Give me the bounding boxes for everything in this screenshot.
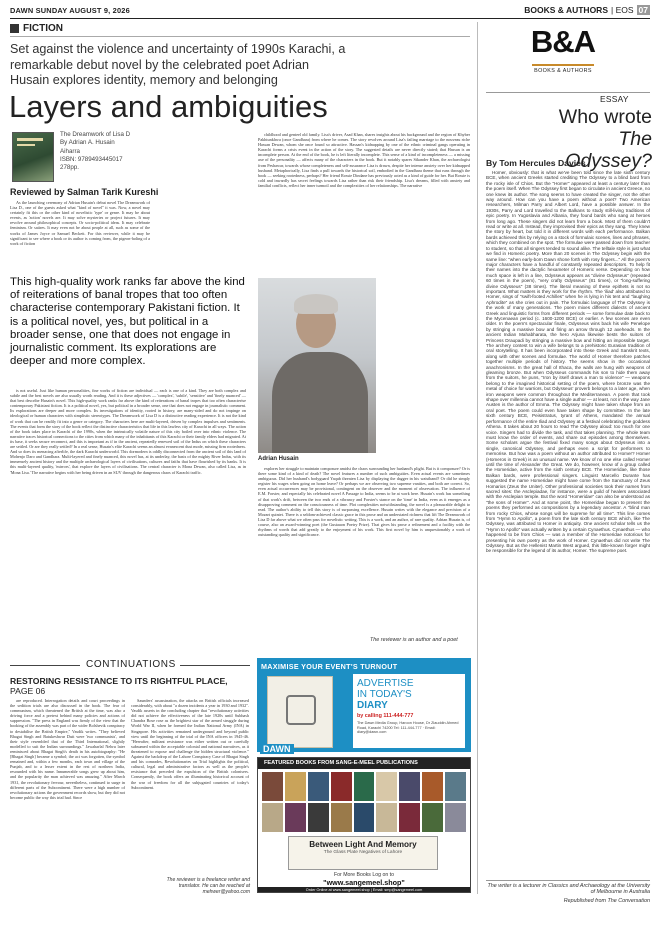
- sang-e-meel-ad: [257, 757, 471, 893]
- book-publisher: Aiharra: [60, 147, 80, 155]
- ad-book-thumb[interactable]: [399, 803, 420, 832]
- ad-book-thumb[interactable]: [354, 803, 375, 832]
- continuations-page-ref: PAGE 06: [10, 686, 46, 696]
- continuations-reviewer-note: The reviewer is a freelance writer and translator. He can be reached at mehwer@yahoo.com: [166, 877, 250, 895]
- fiction-rule: [10, 36, 470, 37]
- ad-contact: The Dawn Media Group, Haroon House, Dr Ziauddin Ahmed Road, Karachi 74200 Tel: 111-444-777 · Email: diary@dawn.com: [357, 721, 459, 735]
- page-number: 07: [638, 5, 648, 15]
- cont-col-b-text: Saunders' assassination, the attacks on British officials increased considerably, with about "a dozen incidents a year in 1930 and 1932". Vasdik asserts in the concluding chapter that "revolutionary activities did not achieve the effectiveness of the late 1920s until Subhash Chandra Bose rose as the brightest star of the armed struggle during World War II, when he formed the Indian National Army (INA) in Singapore. His activities remained underground and beyond public view until the beginning of the trial of the INA officers in 1945-46. "Hereafter, militant resistance was either written out or carefully subsumed within the acceptable colonial and national narratives, as it threatened to expose and challenge the hidden structural violence." Against the backdrop of the Lahore Conspiracy Case of Bhagat Singh and his comrades, Revolutionaries on Trial highlights the political, cultural, legal and administrative factors as well as the people's resistance that preceded the expulsion of the British colonisers. Consequently, the book offers an illuminating historical account of the war of freedom for all the subjugated countries of today's Subcontinent.: [131, 698, 249, 790]
- fiction-col-2: [258, 132, 470, 272]
- essay-label: ESSAY: [600, 94, 629, 104]
- ad-book-thumb[interactable]: [422, 772, 443, 801]
- ad-book-thumb[interactable]: [331, 772, 352, 801]
- ad-book-thumb[interactable]: [445, 772, 466, 801]
- featured-book-title: Between Light And Memory: [309, 840, 417, 849]
- fiction-headline: Layers and ambiguities: [9, 89, 328, 124]
- continuations-rule-left: [10, 665, 80, 666]
- section-marker: [10, 24, 19, 33]
- fiction-col-1: [10, 200, 150, 260]
- book-info: [60, 131, 170, 172]
- order-text: For More Books Log on to: [334, 872, 394, 878]
- masthead: [10, 4, 650, 18]
- book-title: The Dreamwork of Lisa D: [60, 131, 131, 138]
- pull-quote: This high-quality work ranks far above the kind of reiterations of banal tropes that too often characterise contemporary Pakistani fiction. It is a political novel, yes, but political in a broader sense, one that does not engage in journalistic comment. Its explorations are deeper and more complex.: [10, 276, 245, 368]
- section-title: BOOKS & AUTHORS: [524, 5, 608, 15]
- fiction-label: FICTION: [23, 23, 63, 34]
- ad-footer: Order Online at www.sangemeel.shop | Email: smp@sangemeel.com: [258, 887, 470, 893]
- essay-credit: Republished from The Conversation: [563, 898, 650, 904]
- book-cover-sub-bar: [17, 144, 35, 146]
- photo-caption: Adrian Husain: [258, 456, 299, 462]
- continuations-title: RESTORING RESISTANCE TO ITS RIGHTFUL PLACE,: [10, 676, 228, 686]
- dawn-logo-ad: DAWN: [260, 744, 294, 754]
- featured-book-sub: The Glass Plate Negatives of Lahore: [323, 850, 403, 855]
- essay-byline: By Tom Hercules Davies: [486, 158, 586, 168]
- essay-end-rule: [486, 880, 650, 881]
- ad-book-thumb[interactable]: [262, 772, 283, 801]
- column-divider: [477, 22, 478, 894]
- essay-writer-note: The writer is a lecturer in Classics and Archaeology at the University of Melbourne in Australia: [487, 883, 650, 896]
- masthead-right: [524, 5, 650, 15]
- masthead-rule: [10, 18, 650, 19]
- masthead-dateline: DAWN SUNDAY AUGUST 9, 2026: [10, 6, 130, 15]
- photo-hair: [294, 294, 338, 314]
- continuations-title-wrap: [10, 676, 250, 696]
- author-photo: [258, 278, 376, 453]
- reviewer-byline: Reviewed by Salman Tarik Kureshi: [10, 187, 159, 197]
- diary-book-mark: [286, 695, 316, 725]
- ad-call: by calling 111-444-777: [357, 713, 414, 719]
- ad-book-thumb[interactable]: [354, 772, 375, 801]
- book-grid: [262, 772, 466, 832]
- ad-banner: MAXIMISE YOUR EVENT'S TURNOUT: [261, 662, 398, 671]
- featured-book: [288, 836, 438, 870]
- fiction-standfirst: Set against the violence and uncertainty of 1990s Karachi, a remarkable debut novel by the celebrated poet Adrian Husain explores identity, memory and belonging: [10, 42, 346, 87]
- book-cover-title-bar: [17, 138, 43, 141]
- ad-book-thumb[interactable]: [376, 803, 397, 832]
- essay-headline-line-2: The Odyssey?: [565, 128, 652, 172]
- fiction-section-label: [10, 23, 63, 34]
- fiction-footer-note: The reviewer is an author and a poet: [370, 637, 458, 643]
- cont-col-a-text: are reproduced. Interrogation details and court proceedings in the sedition trials are also discussed in the book. The fear of communism, which threatened the British at the time, was also a driving force and a pretext behind many policies and actions of suppression. "The press in England was firmly of the view that the booking of the assembly was part of the wider Bolshevik conspiracy to destabilise the British Empire," Vasdik writes. "They believed Bhagat Singh and Batukeshwar Dutt were 'two communists', and their style resembled that of the Third International, slightly modelled to suit the Indian surroundings." Jawaharlal Nehru later reminisced about Bhagat Singh's death in his autobiography: "He [Bhagat Singh] became a symbol; the act was forgotten, the symbol remained and, within a few months, each town and village of the Punjab, and to a lesser extent in the rest of northern India, resounded with his name. Innumerable songs grew up about him, and the popularity the man achieved was amazing." After March 1931, the revolutionary fervour, nevertheless, continued to surge in different parts of the Subcontinent. There were a high number of revolutionary actions the government records show, but they did not become public the way this trial had. Since: [10, 698, 125, 800]
- book-isbn: ISBN: 9789493445017: [60, 155, 123, 163]
- essay-headline-line-1: Who wrote: [558, 106, 652, 128]
- eos-label: | EOS: [611, 5, 634, 15]
- ba-logo-sub: BOOKS & AUTHORS: [534, 68, 592, 74]
- ad-advertise: ADVERTISE: [357, 678, 414, 689]
- ad-panel: [353, 674, 465, 748]
- essay-text: Homer, obviously: that is what we've been told since the late sixth century BCE, when ancient Greeks started crediting The Odyssey to a blind bard from the rocky isle of Chios. But the "Homer" appeared at least a century later than the poem itself. When The Odyssey first began to circulate in ancient Greece, no one knew its author. The song seems to have created the singer, not the other way around. How can you have a poem without a poet? Two American researchers, Milman Parry and Albert Lord, have a possible answer. In the 1930s, Parry and Lord travelled to the Balkans to study still-living traditions of epic poetry. In Yugoslavia and Albania, they found bards who sang at heroes from long ago. These singers did not learn from a book. Most of them couldn't read or write at all. Instead, they improvised their epics as they sang. They knew the story by heart, but told it in different words with each performance. Balkan bards achieved this by relying on a stock of formulaic scenes, lines and phrases, which they combined on the spot. The formulae were passed down from teacher to student, so that all singers tended to sound alike. The telltale style is just what we find in Homeric poetry. More than 20 scenes in The Odyssey begin with the same line: "when early-born Dawn shone forth with rosy fingers..." All the poem's major characters have a handful of constantly repeated descriptors. To help fit their names into the dactylic hexameter of Homeric verse. Depending on how much space is left in a line, Odysseus appears as "divine Odysseus" (repeated 60 times in the poem), "very crafty Odysseus" (81 times), or "long-suffering divine Odysseus" (38 times). The literal meaning of these epithets is not so important. What matters is they work for the rhythm. The 'iliad' also attributed to Homer, sings of "swift-footed Achilles" when he is lying in his tent and "laughing Aphrodite" as she cries out in pain. The formulaic language of The Odyssey is the work of many generations. The poem mixes different dialects of ancient Greek and linguistic forms from different periods — some formulae date back to the Mycenaean period (c. 1600-1200 BCE) or earlier. A few scenes are even older. In the poem's spectacular finale, Odysseus wins back his wife Penelope by stringing a massive bow and firing an arrow through 12 axeheads. In the ancient Indian Mahabharata, the hero Arjuna likewise bests the suitors of Princess Draupadi by stringing a massive bow and hitting an impossible target. The archery contest to win a wife belongs to a prehistoric Eurasian tradition of oral storytelling. It has been incorporated into these Greek and Sanskrit texts, along with other scenes and formulae. The world of Homer therefore patches together multiple periods of history. The seems show in the occasional anachronisms. In the great hall of Ithaca, the walls are hung with weapons of gleaming bronze. But when Odysseus commands his son to hide them away from the suitors, he puns, "Iron by itself draws a man to violence" — weapons belong to the imagined historical setting of the poem, where bronze was the metal of choice for warriors, but Odysseus' proverb belongs to a later age, when iron weapons were common throughout the Mediterranean. A poem that took shape over millennia cannot have a single author — at least, not in the way Jane Austen is the author of Emma. The Odyssey might have taken shape from an oral poet. The poem could even have taken shape by committee. In the late sixth century BCE, Peisistratus, tyrant of Athens, mandated the annual performance of the entire Iliad and Odyssey at a festival celebrating the goddess Athena. It takes about 20 hours to read The Odyssey aloud: too much for one voice. Singers had to divide the task, and that takes planning. The whole team must know the order of events, and share out episodes among themselves. Some scholars argue the festival fixed many songs about Odysseus into a single, canonical Odyssey, and perhaps even a script for performers to memorise. But how was a poem without an author attributed to Homer? Homer (Homeros in Greek) is an unusual name. We know of no one else called Homer until the time of Alexander the Great. We do, however, know of a group called the Homeridae, active from the sixth century BCE. The Homeridae, like those Balkan bards, were professional singers. Linguist Marcello Durante has suggested the name Homeridae might have come from the Sanctuary of Zeus Homarios (Zeus the Uniter). Other professional societies took their names from sacred sites: the Asclepiadae, for instance, were a guild of healers associated with the Asclepian temple. But the word "Homeridae" can also be understood as "the sons of Homer". And at some point, the Homeridae began to present the poems they performed as compositions by a legendary ancestor. A "blind man from rocky Chios, whose songs will be supreme for all time". This line comes from "Hymn to Apollo", a poem from the late sixth century BCE which, like The Odyssey, was attributed to Homer in antiquity. One ancient scholar tells us the "Hymn to Apollo" was actually written by a certain Cynaethus. Cynaethus — who happened to be from Chios — was a member of the Homeridae notorious for presenting his own poetry as the work of Homer. Cynaethus did not write The Odyssey. But as the Hellenist Martin West argued, this little-known forger might be responsible for the legend of its author, Homer. The supreme poet.: [486, 170, 650, 554]
- ad-book-thumb[interactable]: [445, 803, 466, 832]
- ad-diary: DIARY: [357, 700, 388, 711]
- body-left-text: is not useful. Just like human personalities, fine works of fiction are individual — each is one of a kind. They are both complex and subtle and the best novels are also usually worth reading. And it is these adjectives — 'complex', 'subtle', 'sensitive' and 'finely nuanced' — that best describe Husain's novel. This high-quality work ranks far above the kind of reiterations of banal tropes that too often characterise contemporary Pakistani fiction. It is a political novel, yes, but political in a broader sense, one that does not engage in journalistic comment. Its explorations are deeper and more complex. Its investigations of identity, rooted in history, are many-sided and do not impinge on ideological or human characters with simplistic stereotypes. The Dreamwork of Lisa D is a distinctive reading experience. It is not the kind of work that can be readily fit into a genre or category. The characters here are multi-layered, driven by complex impulses and sentiments. The events that form the story of the book reflect the distinctive characteristics that life in this lawless city of Karachi in all ways. The action of the book takes place in Karachi of the 1990s, when the intrinsically volatile nature of this city boiled over into ethnic violence. The narrative traces historical connections to the cities from which many of the inhabitants of this Karachi or their family elders had migrated. At its base, it seeks secure reconnect, and this is important as if in the ancient, repeatedly renewed soil of the Indus on which these characters are settled. Or are they really settled? In a real sense, Husain's elite Karachi seems an almost evanescent dust mode, missing firm rootedness. And so does its menacing afterlife, the dark Karachi underworld. This dormodern is oddly disconnected from the ancient soil of this land of Mohenjo Daro and Gandhara. Multi-layered and finely nuanced, this novel has, at its underlay, the basis of the mighty River Indus, with its immensely ancient history and the multiple archaeological layers of civilisations, cultures and faiths that have flourished by its banks. It is this multi-layered quality, 'mirrors', that explore the layers of civilisations. The central character is Mona Dewan, also called Lisa, as in 'Mona Lisa.' The narrative begins with her being driven in an SUV through the dangerous chaos of Karachi traffic.: [10, 388, 246, 475]
- continuations-col-a: [10, 698, 125, 892]
- col1-text: As the launching ceremony of Adrian Husain's debut novel The Dreamwork of Lisa D., one of the guests asked what "kind of novel" it was. Now, a novel may certainly fit this or the other kind of novelistic 'type' or genre. It may be about events, as 'action' novels are. It may solve mysteries or project futures. It may revolve around philosophical concepts. Or socio-political ideas. It may celebrate feminism. Or satires. It may even not be about people at all, such as some of the works of James Joyce or Samuel Beckett. For this reviewer, while it may be significant to see where a book or its author is coming from, the pigeon-holing of a work of fiction: [10, 200, 150, 246]
- photo-body: [272, 352, 368, 453]
- continuations-header: CONTINUATIONS: [86, 659, 176, 670]
- publisher-bar: FEATURED BOOKS FROM SANG-E-MEEL PUBLICATIONS: [258, 758, 470, 769]
- ad-book-thumb[interactable]: [308, 803, 329, 832]
- ad-in-todays: IN TODAY'S: [357, 689, 412, 700]
- ad-book-thumb[interactable]: [285, 803, 306, 832]
- continuations-col-b: [131, 698, 249, 874]
- essay-body: [486, 170, 650, 878]
- book-author: By Adrian A. Husain: [60, 139, 115, 147]
- fiction-body-left: [10, 388, 246, 650]
- continuations-rule-right: [180, 665, 250, 666]
- ad-book-thumb[interactable]: [399, 772, 420, 801]
- col2-text: childhood and genteel old family. Lisa's driver, Asad Khan, shares insights about his background and the region of Khyber Pakhtunkhwa (once Gandhara) from where he comes. The story revolves around Lisa's failing marriage to the nouveau riche Hassan Dewan, whom she once found so attractive. Hassan's kidnapping by one of the ethnic criminal gangs operating in Karachi forms a crisis event in the action of the story. The suggested details are never directly stated; that Hassan is an incomplete person. At the end of the book, he is left literally incomplete. This sense of a kind of incompleteness — a missing axe of the personality — affects many of the characters in the book. But it notably spares Sikander Khan, the archaeologist from Peshawar, towards whose completeness and self-assurance Lisa is drawn, despite her intense anxiety over her kidnapped husband. Metaphorically, Lisa finds a pull towards the historical soil, embodied in the Gandhara theme that runs through the book — seeking rootedness, perhaps? Her friend Rossie Dindane has previously acted as a kind of guide for her. But Rossie is cold and inwardly has secret feelings towards Lisa rather than risk their friendship. Lisa's dreams, filled with anxiety and familial conflicts, reflect her inner turmoil and the complexities of her relationships. The narrative: [258, 132, 470, 188]
- ad-book-thumb[interactable]: [308, 772, 329, 801]
- ba-logo-letters: B&A: [530, 24, 596, 59]
- book-pages: 278pp.: [60, 164, 79, 172]
- ba-logo: [526, 20, 600, 90]
- ad-book-thumb[interactable]: [376, 772, 397, 801]
- fiction-body-right: [258, 466, 470, 634]
- ba-logo-underline: [532, 64, 594, 66]
- ad-diary-book: [267, 676, 333, 748]
- body-right-text: explores her struggle to maintain composure amidst the chaos surrounding her husband's plight. But is it composure? Or is there some kind of a kind of death? The novel features a number of such ambiguities. Even actual events are sometimes ambiguous. Did her husband's bodyguard Yaqub threaten Lisa by displaying the dagger in his waistband? Or did he simply register his wages when going on home leave? Or perhaps we are observing two supreme vanities, and both are correct. So, even actual occurrences may be provisional, contingent on the observer and the moment of observation. The influence of E.M. Forster, and especially his celebrated novel A Passage to India, seems to be at work here. Husain's work has something of that work's drift, between the two ends of a vibrancy and Forster's stance on the 'time' in India, even as it emerges as a disapproving comment on the consciousness of time. Plot complexities notwithstanding, the novel is a pleasurable delight to read. The author's ability to tell this story is of surpassing excellence. Husain writes with the elegance and precision of a Mozart quintet. There is a seldom-achieved classic grace in this prose and an understated richness that lift The Dreamwork of Lisa D far above what we often pass for novelistic writing. This is a work, and an author, of rare quality. Adrian Husain is, of course, also an award-winning poet (the Gustaaon Poetry Prize). That gives his prose a refinement and a facility with the rhythms of words that add greatly to the enjoyment of his work. This first novel by him is unquestionably a work of outstanding quality and significance.: [258, 466, 470, 538]
- essay-rule: [486, 92, 650, 93]
- ad-book-thumb[interactable]: [331, 803, 352, 832]
- ad-book-thumb[interactable]: [262, 803, 283, 832]
- book-cover: [12, 132, 54, 182]
- ad-book-thumb[interactable]: [422, 803, 443, 832]
- ad-book-thumb[interactable]: [285, 772, 306, 801]
- website[interactable]: "www.sangemeel.shop": [323, 878, 405, 887]
- dawn-diary-ad: [257, 658, 471, 752]
